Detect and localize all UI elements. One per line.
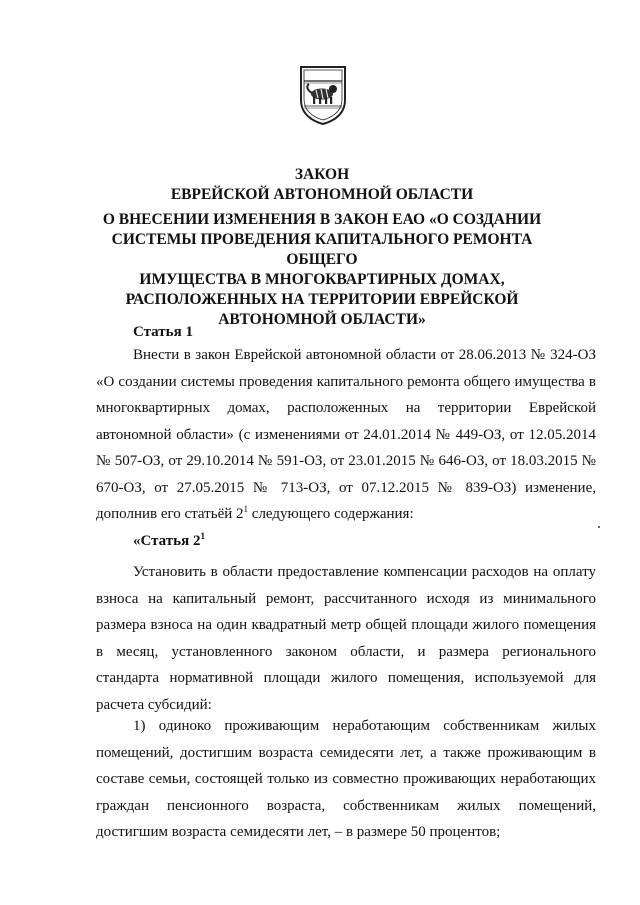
- article-2-1-heading: [133, 533, 205, 550]
- article-1-body-text: Внести в закон Еврейской автономной области от 28.06.2013 № 324-ОЗ «О создании системы проведения капитального ремонта общего имущества в многоквартирных домах, расположенных на территории Еврейской автономной области» (с изменениями от 24.01.2014 № 449-ОЗ, от 12.05.2014 № 507-ОЗ, от 29.10.2014 № 591-ОЗ, от 23.01.2015 № 646-ОЗ, от 18.03.2015 № 670-ОЗ, от 27.05.2015 № 713-ОЗ, от 07.12.2015 № 839-ОЗ) изменение, дополнив его статьёй 2: [96, 347, 596, 522]
- law-title-line: ЕВРЕЙСКОЙ АВТОНОМНОЙ ОБЛАСТИ: [170, 186, 474, 203]
- law-subtitle-line: О ВНЕСЕНИИ ИЗМЕНЕНИЯ В ЗАКОН ЕАО «О СОЗДАНИИ: [102, 211, 542, 228]
- law-subtitle: [80, 210, 564, 330]
- law-subtitle-line: СИСТЕМЫ ПРОВЕДЕНИЯ КАПИТАЛЬНОГО РЕМОНТА ОБЩЕГО: [111, 231, 533, 268]
- law-title-line: ЗАКОН: [294, 166, 350, 183]
- law-subtitle-line: РАСПОЛОЖЕННЫХ НА ТЕРРИТОРИИ ЕВРЕЙСКОЙ: [125, 291, 519, 308]
- coat-of-arms-emblem: [298, 64, 348, 126]
- article-1-body-tail: следующего содержания:: [248, 506, 414, 522]
- article-2-1-intro: Установить в области предоставление компенсации расходов на оплату взноса на капитальный ремонт, рассчитанного исходя из минимального размера взноса на один квадратный метр общей площади жилого помещения в месяц, установленного законом области, и размера регионального стандарта нормативной площади жилого помещения, используемой для расчета субсидий:: [96, 564, 596, 713]
- law-title: [80, 165, 564, 205]
- law-subtitle-line: ИМУЩЕСТВА В МНОГОКВАРТИРНЫХ ДОМАХ,: [139, 271, 505, 288]
- article-2-1-heading-text: «Статья 2: [133, 533, 201, 549]
- stray-mark: [598, 526, 600, 528]
- article-1-heading: Статья 1: [133, 324, 193, 340]
- article-1-body-superscript: 1: [243, 504, 249, 514]
- article-2-1-heading-superscript: 1: [200, 531, 205, 541]
- article-1-body: [96, 342, 596, 528]
- law-subtitle-line: АВТОНОМНОЙ ОБЛАСТИ»: [218, 311, 426, 328]
- article-2-1-item-1: 1) одиноко проживающим неработающим собственникам жилых помещений, достигшим возраста семидесяти лет, а также проживающим в составе семьи, состоящей только из совместно проживающих неработающих граждан пенсионного возраста, собственникам жилых помещений, достигшим возраста семидесяти лет, – в размере 50 процентов;: [96, 718, 596, 840]
